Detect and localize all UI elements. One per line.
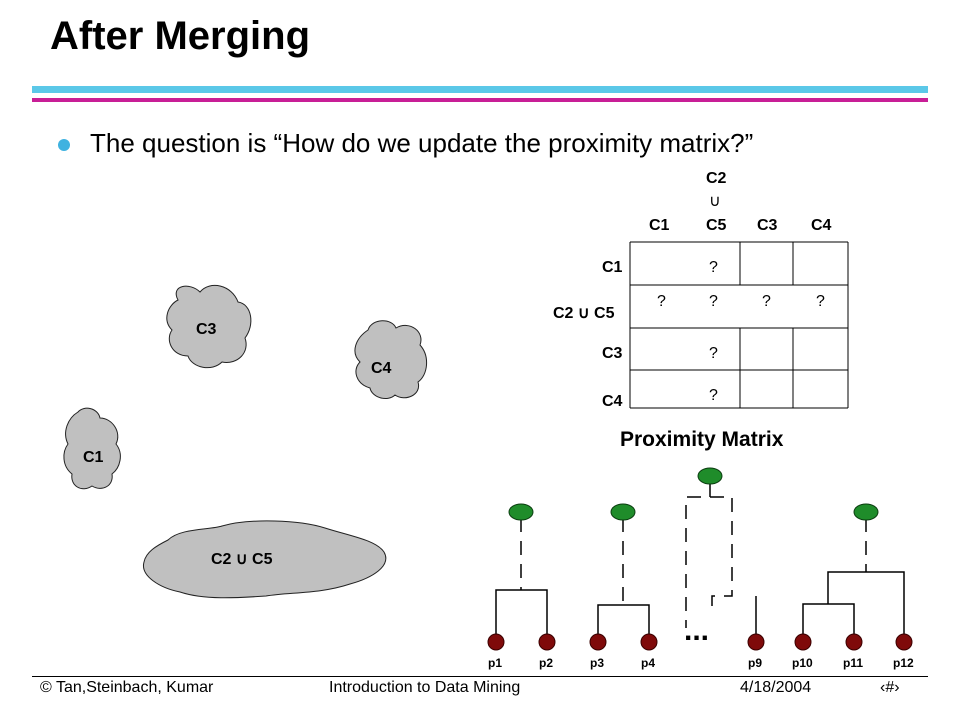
leaf-point	[539, 634, 555, 650]
leaf-point	[641, 634, 657, 650]
matrix-cell-question: ?	[709, 387, 718, 404]
matrix-row-header-c2c5: C2 ∪ C5	[553, 305, 615, 322]
matrix-col-header-c1: C1	[649, 217, 670, 234]
leaf-point	[795, 634, 811, 650]
leaf-label: p12	[893, 656, 914, 670]
leaf-point	[846, 634, 862, 650]
matrix-cell-question: ?	[657, 293, 666, 310]
cluster-c3-label: C3	[196, 321, 217, 338]
matrix-cell-question: ?	[709, 259, 718, 276]
dendrogram-green-nodes	[509, 468, 878, 520]
matrix-col-header-c3: C3	[757, 217, 778, 234]
slide-title: After Merging	[50, 14, 310, 58]
matrix-col-header-top-c2: C2	[706, 170, 727, 187]
leaf-point	[488, 634, 504, 650]
matrix-cell-question: ?	[762, 293, 771, 310]
matrix-col-header-top-union: ∪	[709, 193, 721, 210]
cluster-c2c5-label: C2 ∪ C5	[211, 551, 273, 568]
footer-rule	[32, 676, 928, 677]
cluster-node	[611, 504, 635, 520]
cluster-node	[698, 468, 722, 484]
leaf-label: p1	[488, 656, 503, 670]
footer-date: 4/18/2004	[740, 679, 812, 696]
matrix-cell-question: ?	[709, 293, 718, 310]
leaf-label: p3	[590, 656, 605, 670]
matrix-cell-question: ?	[709, 345, 718, 362]
cluster-node	[509, 504, 533, 520]
matrix-col-header-c4: C4	[811, 217, 832, 234]
leaf-label: p11	[843, 656, 864, 670]
leaf-label: p4	[641, 656, 656, 670]
matrix-row-header-c1: C1	[602, 259, 623, 276]
matrix-row-header-c3: C3	[602, 345, 623, 362]
matrix-cell-question: ?	[816, 293, 825, 310]
dendrogram-ellipsis: ...	[684, 614, 710, 647]
leaf-point	[590, 634, 606, 650]
footer-copyright: © Tan,Steinbach, Kumar	[40, 679, 214, 696]
matrix-grid	[630, 242, 848, 408]
cluster-node	[854, 504, 878, 520]
bullet-text: The question is “How do we update the proximity matrix?”	[90, 128, 754, 158]
matrix-col-header-c5: C5	[706, 217, 727, 234]
leaf-point	[748, 634, 764, 650]
footer-course-title: Introduction to Data Mining	[329, 679, 521, 696]
footer-page-number: ‹#›	[880, 679, 900, 696]
leaf-label: p2	[539, 656, 554, 670]
matrix-row-header-c4: C4	[602, 393, 623, 410]
leaf-point	[896, 634, 912, 650]
matrix-title: Proximity Matrix	[620, 428, 784, 451]
cluster-c1-label: C1	[83, 449, 104, 466]
cluster-c4-label: C4	[371, 360, 392, 377]
leaf-label: p9	[748, 656, 763, 670]
leaf-label: p10	[792, 656, 813, 670]
dendrogram-dashed-links	[521, 483, 866, 628]
